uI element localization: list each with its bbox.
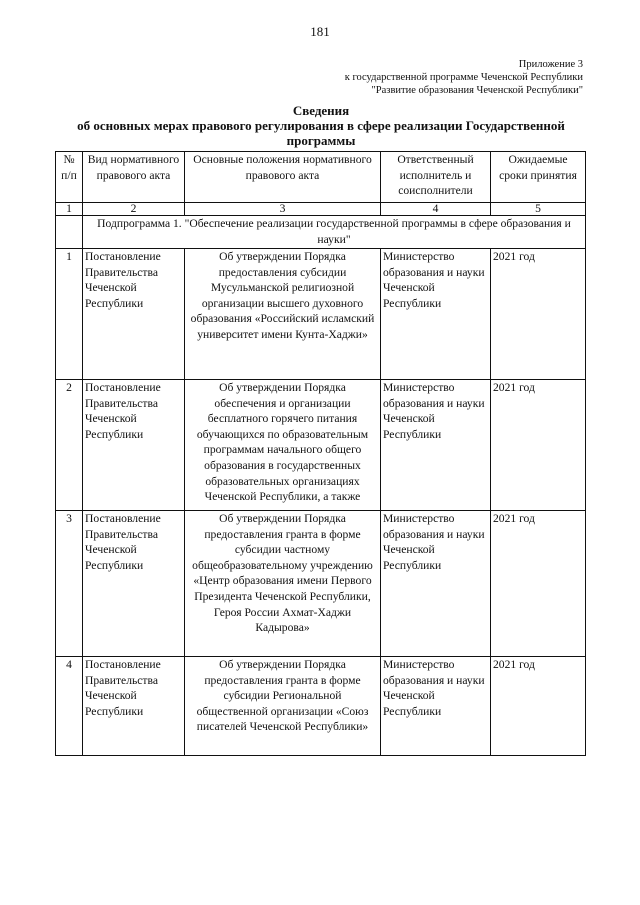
row-number: 4 [56, 657, 83, 756]
act-provisions: Об утверждении Порядка предоставления гранта в форме субсидии Региональной общественной организации «Союз писателей Чеченской Республики» [185, 657, 381, 756]
title-line-2: об основных мерах правового регулирования в сфере реализации Государственной [77, 118, 565, 133]
subprogram-empty-cell [56, 216, 83, 249]
act-provisions: Об утверждении Порядка обеспечения и организации бесплатного горячего питания обучающихся по образовательным программам начального общего образования в государственных образовательных организациях Чеченской Республики, а также [185, 380, 381, 511]
header-executor: Ответственный исполнитель и соисполнители [381, 152, 491, 203]
act-type: Постановление Правительства Чеченской Республики [83, 249, 185, 380]
column-number: 3 [185, 203, 381, 216]
act-type: Постановление Правительства Чеченской Республики [83, 511, 185, 657]
header-term: Ожидаемые сроки принятия [491, 152, 586, 203]
column-number: 5 [491, 203, 586, 216]
adoption-term: 2021 год [491, 511, 586, 657]
table-row [56, 249, 586, 380]
title-line-1: Сведения [292, 103, 350, 118]
executor: Министерство образования и науки Чеченской Республики [381, 511, 491, 657]
document-title [56, 103, 586, 148]
header-provisions: Основные положения нормативного правового акта [185, 152, 381, 203]
adoption-term: 2021 год [491, 657, 586, 756]
column-number: 4 [381, 203, 491, 216]
row-number: 1 [56, 249, 83, 380]
appendix-line-1: Приложение 3 [518, 59, 583, 70]
title-line-3: программы [286, 133, 356, 148]
row-number: 2 [56, 380, 83, 511]
act-type: Постановление Правительства Чеченской Республики [83, 657, 185, 756]
adoption-term: 2021 год [491, 380, 586, 511]
adoption-term: 2021 год [491, 249, 586, 380]
executor: Министерство образования и науки Чеченской Республики [381, 249, 491, 380]
row-number: 3 [56, 511, 83, 657]
column-number: 2 [83, 203, 185, 216]
page-number: 181 [310, 24, 330, 39]
table-row [56, 380, 586, 511]
act-type: Постановление Правительства Чеченской Республики [83, 380, 185, 511]
appendix-line-3: "Развитие образования Чеченской Республики" [371, 85, 583, 96]
table-row [56, 511, 586, 657]
subprogram-title: Подпрограмма 1. "Обеспечение реализации государственной программы в сфере образования и науки" [83, 216, 586, 249]
header-number: № п/п [56, 152, 83, 203]
appendix-line-2: к государственной программе Чеченской Республики [344, 72, 583, 83]
column-number: 1 [56, 203, 83, 216]
table-header-row [56, 152, 586, 203]
act-provisions: Об утверждении Порядка предоставления субсидии Мусульманской религиозной организации высшего духовного образования «Российский исламский университет имени Кунта-Хаджи» [185, 249, 381, 380]
measures-table [55, 151, 586, 756]
header-act-type: Вид нормативного правового акта [83, 152, 185, 203]
executor: Министерство образования и науки Чеченской Республики [381, 657, 491, 756]
appendix-note [183, 58, 583, 97]
table-row [56, 657, 586, 756]
subprogram-row [56, 216, 586, 249]
act-provisions: Об утверждении Порядка предоставления гранта в форме субсидии частному общеобразовательному учреждению «Центр образования имени Первого Президента Чеченской Республики, Героя России Ахмат-Хаджи Кадырова» [185, 511, 381, 657]
column-number-row [56, 203, 586, 216]
executor: Министерство образования и науки Чеченской Республики [381, 380, 491, 511]
